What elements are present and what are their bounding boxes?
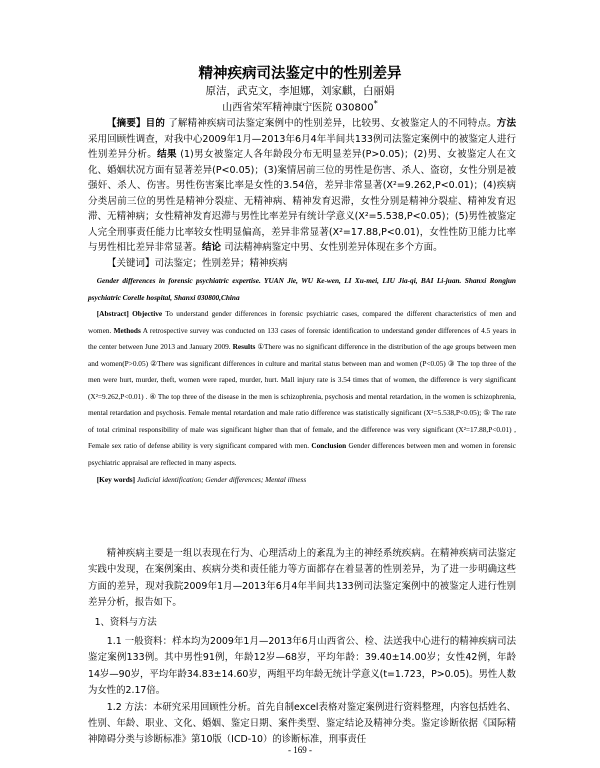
author-list: 原洁，武克文，李旭娜，刘家麒，白丽娟 (205, 85, 395, 97)
objective-text-en: To understand gender differences in forensic psychiatric cases, compared the different characteristics of men and women. (88, 309, 517, 335)
chinese-abstract-body (88, 116, 516, 256)
result-label-zh: 结果 (157, 149, 177, 160)
paragraph-1-1 (88, 634, 516, 700)
abstract-label-zh: 【摘要】 (107, 118, 146, 129)
abstract-label-en: [Abstract] (96, 309, 129, 318)
conclusion-label-zh: 结论 (202, 242, 222, 253)
paragraph-1-1-label: 1.1 一般资料： (106, 636, 173, 648)
english-abstract-block (88, 273, 516, 489)
affiliation-line (0, 98, 600, 113)
affiliation-text: 山西省荣军精神康宁医院 030800 (222, 102, 374, 114)
results-label-en: Results (232, 342, 256, 351)
english-title: Gender differences in forensic psychiatric expertise. (96, 276, 261, 285)
method-label-zh: 方法 (496, 118, 516, 129)
paper-title: 精神疾病司法鉴定中的性别差异 (198, 66, 402, 82)
keywords-label-zh: 【关键词】 (107, 257, 155, 269)
keywords-text-en: Judicial identification; Gender differences; Mental illness (136, 475, 307, 484)
section-heading-1: 1、资料与方法 (94, 616, 157, 628)
conclusion-text-en: Gender differences between men and women in forensic psychiatric appraisal are reflected in many aspects. (88, 441, 516, 467)
paragraph-1-2 (88, 700, 516, 749)
objective-label-en: Objective (132, 309, 163, 318)
intro-paragraph: 精神疾病主要是一组以表现在行为、心理活动上的紊乱为主的神经系统疾病。在精神疾病司法鉴定实践中发现，在案例案由、疾病分类和责任能力等方面都存在着显著的性别差异，为了进一步明确这些方面的差异，现对我院2009年1月—2013年6月4年半间共133例司法鉴定案例中的被鉴定人进行性别差异分析，报告如下。 (88, 548, 516, 609)
paragraph-1-2-text: 本研究采用回顾性分析。首先自制excel表格对鉴定案例进行资料整理，内容包括姓名、性别、年龄、职业、文化、婚姻、鉴定日期、案件类型、鉴定结论及精神分类。鉴定诊断依据《国际精神障碍分类与诊断标准》第10版（ICD-10）的诊断标准，刑事责任 (88, 701, 516, 746)
method-text-zh: 采用回顾性调查，对我中心2009年1月—2013年6月4年半间共133例司法鉴定案例中的被鉴定人进行性别差异分析。 (88, 133, 516, 160)
chinese-abstract (88, 116, 516, 271)
methods-label-en: Methods (113, 325, 141, 335)
english-affiliation: Shanxi Rongjun psychiatric Corelle hospital, Shanxi 030800,China (88, 276, 516, 302)
conclusion-text-zh: 司法精神病鉴定中男、女性别差异体现在多个方面。 (224, 242, 443, 253)
main-body (88, 546, 516, 749)
english-authors: YUAN Jie, WU Ke-wen, LI Xu-mei, LIU Jia-qi, BAI Li-juan. (264, 276, 462, 285)
keywords-zh (88, 256, 516, 272)
objective-text-zh: 了解精神疾病司法鉴定案例中的性别差异，比较男、女被鉴定人的不同特点。 (168, 118, 497, 129)
methods-text-en: A retrospective survey was conducted on 133 cases of forensic identification to understand gender differences of 4.5 years in the center between June 2013 and January 2009. (88, 325, 517, 351)
english-title-line (88, 273, 516, 306)
keywords-en (88, 472, 516, 489)
objective-label-zh: 目的 (145, 118, 166, 129)
result-text-zh: (1)男女被鉴定人各年龄段分布无明显差异(P>0.05)；(2)男、女被鉴定人在文化、婚姻状况方面有显著差异(P<0.05)；(3)案情居前三位的男性是伤害、杀人、盗窃，女性分别是被强奸、杀人、伤害。男性伤害案比率是女性的3.54倍，差异非常显著(X²=9.262,P<0.01)；(4)疾病分类居前三位的男性是精神分裂症、无精神病、精神发育迟滞，女性分别是精神分裂症、精神发育迟滞、无精神病；女性精神发育迟滞与男性比率差异有统计学意义(X²=5.538,P<0.05)；(5)男性被鉴定人完全刑事责任能力比率较女性明显偏高，差异非常显著(X²=17.88,P<0.01)，女性性防卫能力比率与男性相比差异非常显著。 (88, 149, 516, 253)
english-abstract-body (88, 306, 516, 471)
keywords-text-zh: 司法鉴定；性别差异；精神疾病 (154, 257, 288, 269)
page-number: - 169 - (288, 745, 312, 755)
paragraph-1-1-text: 样本均为2009年1月—2013年6月山西省公、检、法送我中心进行的精神疾病司法鉴定案例133例。其中男性91例，年龄12岁—68岁，平均年龄：39.40±14.00岁；女性42例，年龄14岁—90岁，平均年龄34.83±14.60岁，两组平均年龄无统计学意义(t=1.723，P>0.05)。男性人数为女性的2.17倍。 (88, 636, 516, 697)
affiliation-mark: * (373, 98, 378, 108)
keywords-label-en: [Key words] (96, 475, 136, 484)
conclusion-label-en: Conclusion (311, 441, 347, 450)
results-text-en: ①There was no significant difference in the distribution of the age groups between men and women(P>0.05) ②There was significant differences in culture and marital status between man and women (P<0.05) ③ The top three of the men were hurt, murder, theft, women were raped, murder, hurt. Mall injury rate is 3.54 times that of women, the difference is very significant (X²=9.262,P<0.01) . ④ The top three of the disease in the men is schizophrenia, psychosis and mental retardation, in the women is schizophrenia, mental retardation and psychosis. Female mental retardation and male ratio difference was statistically significant (X²=5.538,P<0.05); ⑤ The rate of total criminal responsibility of male was significant higher than that of female, and the difference was very significant (X²=17.88,P<0.01) , Female sex ratio of defense ability is very significant compared with men. (88, 342, 516, 450)
paragraph-1-2-label: 1.2 方法： (106, 701, 153, 713)
